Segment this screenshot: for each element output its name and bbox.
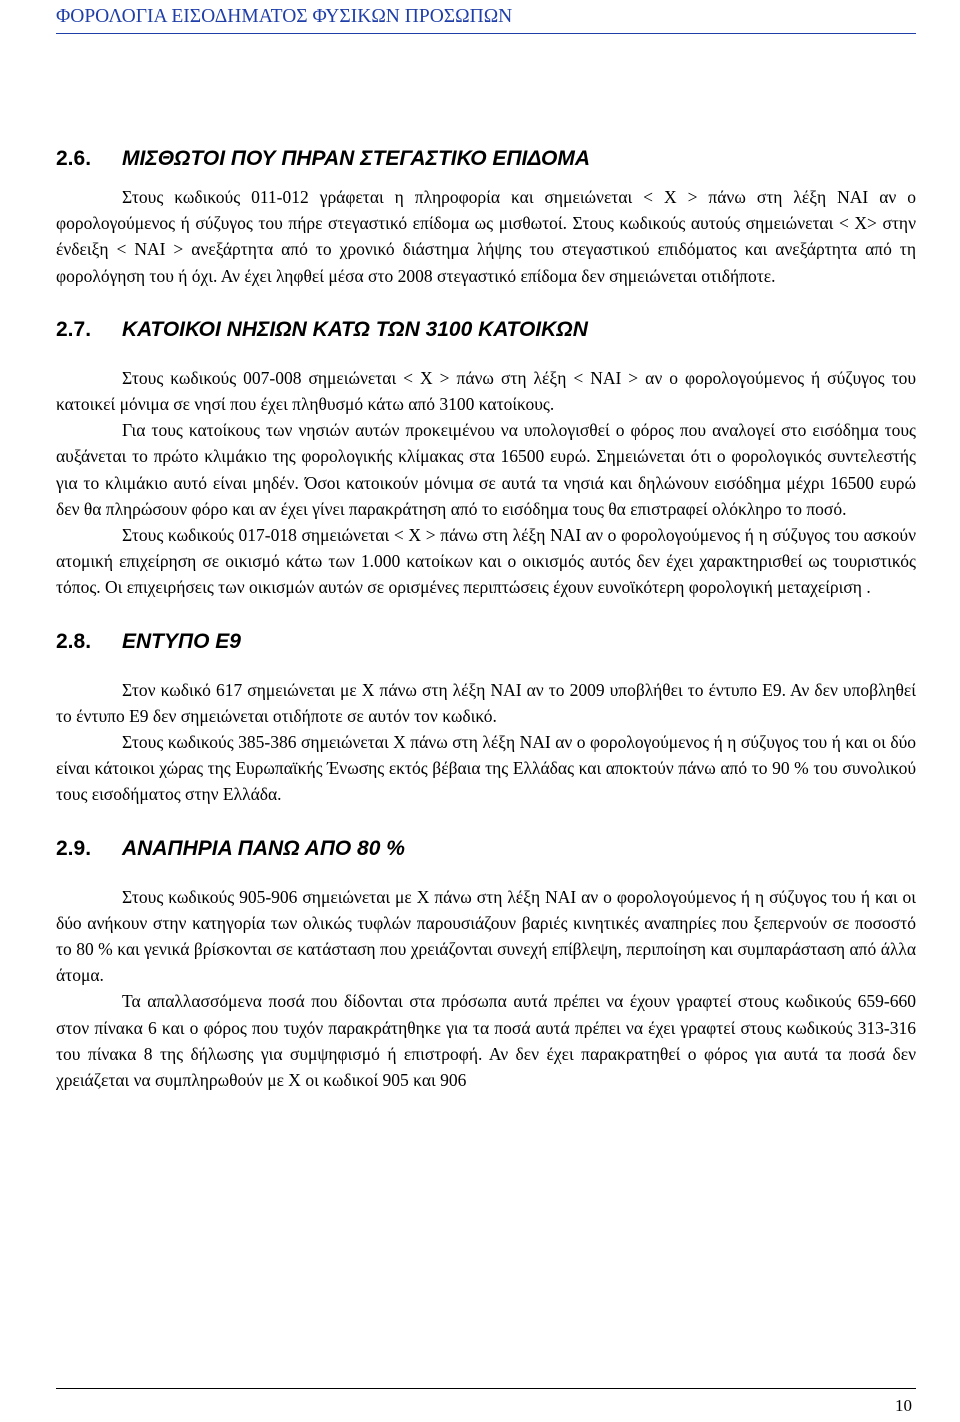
paragraph: Στους κωδικούς 011-012 γράφεται η πληροφορία και σημειώνεται < Χ > πάνω στη λέξη ΝΑΙ αν ο φορολογούμενος ή σύζυγος του πήρε στεγαστικό επίδομα ως μισθωτοί. Στους κωδικούς αυτούς σημειώνεται < Χ> στην ένδειξη < ΝΑΙ > ανεξάρτητα από το χρονικό διάστημα λήψης του στεγαστικού επιδόματος και ανεξάρτητα από τη φορολόγηση του ή όχι. Αν έχει ληφθεί μέσα στο 2008 στεγαστικό επίδομα δεν σημειώνεται οτιδήποτε. [56, 187, 916, 286]
running-header: ΦΟΡΟΛΟΓΙΑ ΕΙΣΟΔΗΜΑΤΟΣ ΦΥΣΙΚΩΝ ΠΡΟΣΩΠΩΝ [56, 6, 513, 27]
section-heading-2-6 [56, 142, 916, 176]
paragraph: Στον κωδικό 617 σημειώνεται με Χ πάνω στη λέξη ΝΑΙ αν το 2009 υποβλήθει το έντυπο Ε9. Αν δεν υποβληθεί το έντυπο Ε9 δεν σημειώνεται οτιδήποτε σε αυτόν τον κωδικό. [56, 679, 916, 726]
section-heading-2-7 [56, 313, 916, 347]
paragraph: Στους κωδικούς 017-018 σημειώνεται < Χ > πάνω στη λέξη ΝΑΙ αν ο φορολογούμενος ή η σύζυγος του ασκούν ατομική επιχείρηση σε οικισμό κάτω των 1.000 κατοίκων και ο οικισμός αυτός δεν έχει χαρακτηρισθεί ως τουριστικός τόπος. Οι επιχειρήσεις των οικισμών αυτών σε ορισμένες περιπτώσεις έχουν ευνοϊκότερη φορολογική μεταχείριση . [56, 525, 916, 598]
section-number: 2.8. [56, 629, 92, 653]
page-content [56, 142, 916, 1093]
section-heading-2-9 [56, 832, 916, 866]
paragraph: Τα απαλλασσόμενα ποσά που δίδονται στα πρόσωπα αυτά πρέπει να έχουν γραφτεί στους κωδικούς 659-660 στον πίνακα 6 και ο φόρος που τυχόν παρακράτηθηκε για τα ποσά αυτά πρέπει να έχει γραφτεί στους κωδικούς 313-316 του πίνακα 8 της δήλωσης για συμψηφισμό ή επιστροφή. Αν δεν έχει παρακρατηθεί ο φόρος για αυτά τα ποσά δεν χρειάζεται να συμπληρωθούν με Χ οι κωδικοί 905 και 906 [56, 991, 916, 1091]
section-number: 2.9. [56, 836, 92, 860]
paragraph: Στους κωδικούς 007-008 σημειώνεται < Χ > πάνω στη λέξη < ΝΑΙ > αν ο φορολογούμενος ή σύζυγος του κατοικεί μόνιμα σε νησί που έχει πληθυσμό κάτω από 3100 κατοίκους. [56, 367, 916, 415]
section-title: ΑΝΑΠΗΡΙΑ ΠΑΝΩ ΑΠΟ 80 % [122, 836, 405, 860]
section-heading-2-8 [56, 625, 916, 659]
section-title: ΚΑΤΟΙΚΟΙ ΝΗΣΙΩΝ ΚΑΤΩ ΤΩΝ 3100 ΚΑΤΟΙΚΩΝ [122, 317, 588, 341]
paragraph: Στους κωδικούς 905-906 σημειώνεται με Χ πάνω στη λέξη ΝΑΙ αν ο φορολογούμενος ή η σύζυγος του ή και οι δύο ανήκουν στην κατηγορία των ολικώς τυφλών παρουσιάζουν βαριές κινητικές αναπηρίες που ξεπερνούν σε ποσοστό το 80 % και γενικά βρίσκονται σε κατάσταση που χρειάζονται συνεχή επίβλεψη, περιποίηση και συμπαράσταση από άλλα άτομα. [56, 886, 916, 986]
section-title: ΜΙΣΘΩΤΟΙ ΠΟΥ ΠΗΡΑΝ ΣΤΕΓΑΣΤΙΚΟ ΕΠΙΔΟΜΑ [122, 147, 590, 170]
section-number: 2.7. [56, 317, 92, 341]
section-title: ΕΝΤΥΠΟ Ε9 [122, 629, 241, 653]
section-number: 2.6. [56, 147, 92, 170]
header-rule [56, 33, 916, 34]
paragraph: Για τους κατοίκους των νησιών αυτών προκειμένου να υπολογισθεί ο φόρος που αναλογεί στο εισόδημα τους αυξάνεται το πρώτο κλιμάκιο της φορολογικής κλίμακας στα 16500 ευρώ. Σημειώνεται ότι ο φορολογικός συντελεστής για το κλιμάκιο αυτό είναι μηδέν. Όσοι κατοικούν μόνιμα σε αυτά τα νησιά και δηλώνουν εισόδημα μέχρι 16500 ευρώ δεν θα πληρώσουν φόρο και αν έχει γίνει παρακράτηση από το εισόδημα τους θα επιστραφεί ολόκληρο το ποσό. [56, 420, 916, 519]
paragraph: Στους κωδικούς 385-386 σημειώνεται Χ πάνω στη λέξη ΝΑΙ αν ο φορολογούμενος ή η σύζυγος του ή και οι δύο είναι κάτοικοι χώρας της Ευρωπαϊκής Ένωσης εκτός βέβαια της Ελλάδας και αποκτούν πάνω από το 90 % του συνολικού τους εισοδήματος στην Ελλάδα. [56, 732, 916, 805]
page-number: 10 [895, 1396, 912, 1415]
page-footer [56, 1388, 916, 1415]
